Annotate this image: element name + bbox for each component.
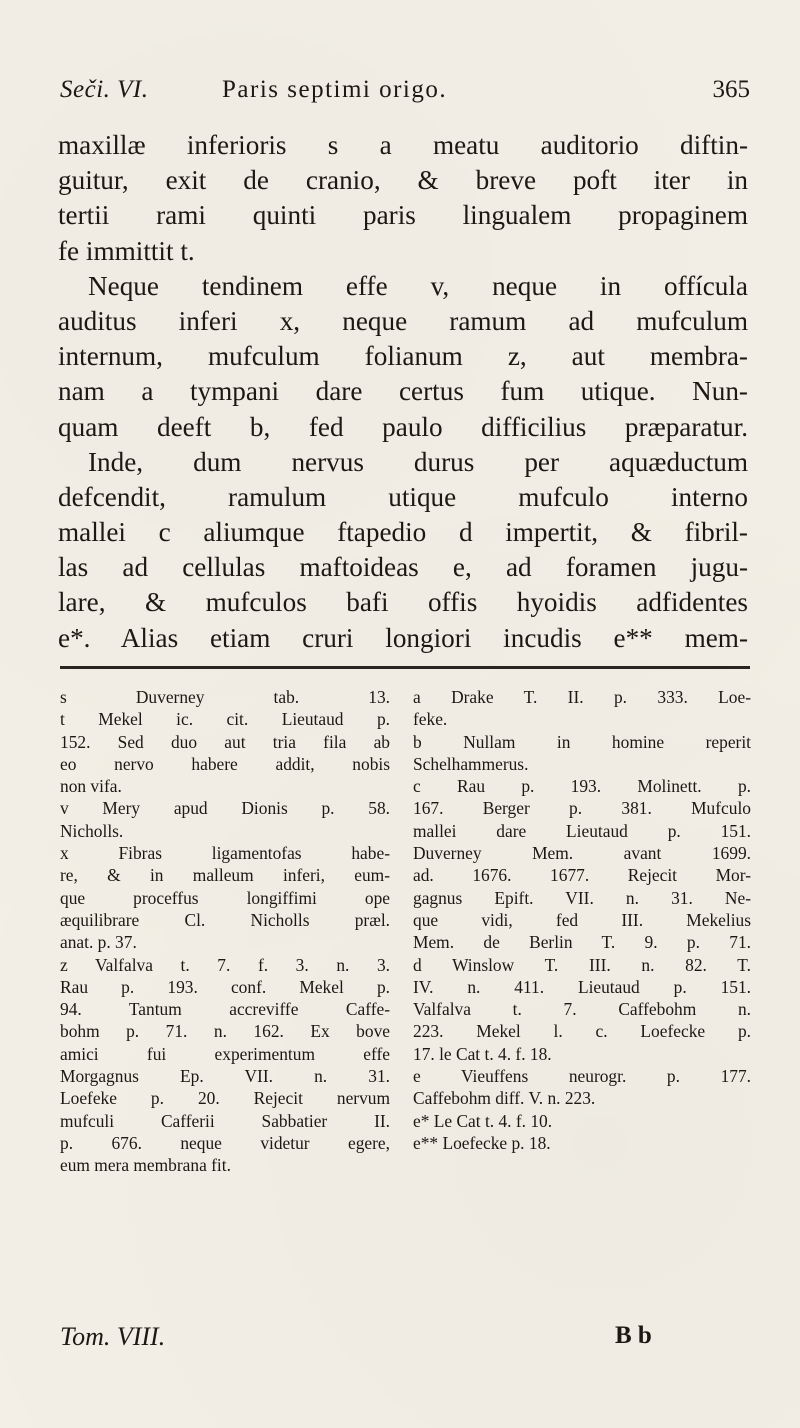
footnote-line: non vifa.: [60, 776, 122, 797]
footnote-line: eum mera membrana fit.: [60, 1155, 231, 1176]
footnote-line: que proceffus longiffimi ope: [60, 887, 390, 908]
footnote-line: feke.: [413, 709, 448, 730]
footnote-line: 167. Berger p. 381. Mufculo: [413, 798, 751, 819]
footnote-line: eo nervo habere addit, nobis: [60, 753, 390, 774]
footnote-divider: [60, 666, 750, 669]
main-text-line: e*. Alias etiam cruri longiori incudis e** mem-: [58, 622, 748, 653]
main-text-line: nam a tympani dare certus fum utique. Nun-: [58, 376, 748, 407]
footnotes-left-column: [60, 686, 390, 1177]
footnote-line: mufculi Cafferii Sabbatier II.: [60, 1110, 390, 1131]
signature-mark: B b: [615, 1322, 652, 1349]
footnote-line: IV. n. 411. Lieutaud p. 151.: [413, 976, 751, 997]
footnote-line: t Mekel ic. cit. Lieutaud p.: [60, 709, 390, 730]
footnote-line: 17. le Cat t. 4. f. 18.: [413, 1043, 552, 1064]
footnote-line: æquilibrare Cl. Nicholls præl.: [60, 909, 390, 930]
main-text-line: Neque tendinem effe v, neque in offícula: [88, 270, 748, 301]
footnote-line: 152. Sed duo aut tria fila ab: [60, 731, 390, 752]
main-text-line: lare, & mufculos bafi offis hyoidis adfidentes: [58, 587, 748, 618]
footnote-line: p. 676. neque videtur egere,: [60, 1132, 390, 1153]
footnote-line: mallei dare Lieutaud p. 151.: [413, 820, 751, 841]
footnote-line: e* Le Cat t. 4. f. 10.: [413, 1110, 553, 1131]
main-text-line: las ad cellulas maftoideas e, ad foramen jugu-: [58, 552, 748, 583]
footnote-line: Caffebohm diff. V. n. 223.: [413, 1088, 596, 1109]
running-header: [60, 76, 750, 112]
footnote-line: Valfalva t. 7. Caffebohm n.: [413, 999, 751, 1020]
footnote-line: Nicholls.: [60, 820, 124, 841]
footnote-line: ad. 1676. 1677. Rejecit Mor-: [413, 865, 751, 886]
main-text-line: tertii rami quinti paris lingualem propaginem: [58, 200, 748, 231]
footnote-line: amici fui experimentum effe: [60, 1043, 390, 1064]
footnote-line: que vidi, fed III. Mekelius: [413, 909, 751, 930]
footnote-line: x Fibras ligamentofas habe-: [60, 843, 390, 864]
footnote-line: Mem. de Berlin T. 9. p. 71.: [413, 932, 751, 953]
footnote-line: bohm p. 71. n. 162. Ex bove: [60, 1021, 390, 1042]
footnote-line: z Valfalva t. 7. f. 3. n. 3.: [60, 954, 390, 975]
footnote-line: anat. p. 37.: [60, 932, 137, 953]
footnote-line: e** Loefecke p. 18.: [413, 1132, 551, 1153]
footnote-line: c Rau p. 193. Molinett. p.: [413, 776, 751, 797]
page-number: 365: [712, 76, 750, 103]
footnote-line: s Duverney tab. 13.: [60, 687, 390, 707]
footnote-line: d Winslow T. III. n. 82. T.: [413, 954, 751, 975]
main-text-line: mallei c aliumque ftapedio d impertit, & fibril-: [58, 517, 748, 548]
footnote-line: re, & in malleum inferi, eum-: [60, 865, 390, 886]
footnote-line: Schelhammerus.: [413, 753, 529, 774]
footnote-line: a Drake T. II. p. 333. Loe-: [413, 687, 751, 707]
footnote-line: v Mery apud Dionis p. 58.: [60, 798, 390, 819]
main-text-line: Inde, dum nervus durus per aquæductum: [88, 446, 748, 477]
main-text-line: fe immittit t.: [58, 235, 195, 266]
footnote-line: Duverney Mem. avant 1699.: [413, 843, 751, 864]
footnote-line: Rau p. 193. conf. Mekel p.: [60, 976, 390, 997]
footnote-line: Loefeke p. 20. Rejecit nervum: [60, 1088, 390, 1109]
footnote-line: 223. Mekel l. c. Loefecke p.: [413, 1021, 751, 1042]
section-label: Seči. VI.: [60, 76, 149, 103]
page-footer: [60, 1322, 750, 1354]
main-text-line: maxillæ inferioris s a meatu auditorio diftin-: [58, 130, 748, 160]
main-text-line: internum, mufculum folianum z, aut membra-: [58, 341, 748, 372]
main-text-line: quam deeft b, fed paulo difficilius præparatur.: [58, 411, 748, 442]
footnote-line: b Nullam in homine reperit: [413, 731, 751, 752]
main-text-line: defcendit, ramulum utique mufculo interno: [58, 481, 748, 512]
footnote-line: Morgagnus Ep. VII. n. 31.: [60, 1066, 390, 1087]
volume-label: Tom. VIII.: [60, 1322, 166, 1351]
footnote-line: e Vieuffens neurogr. p. 177.: [413, 1066, 751, 1087]
footnote-line: 94. Tantum accreviffe Caffe-: [60, 999, 390, 1020]
running-title: Paris septimi origo.: [222, 76, 448, 103]
main-text: [58, 128, 748, 656]
footnotes-right-column: [413, 686, 751, 1154]
main-text-line: guitur, exit de cranio, & breve poft iter in: [58, 165, 748, 196]
main-text-line: auditus inferi x, neque ramum ad mufculum: [58, 305, 748, 336]
footnote-line: gagnus Epift. VII. n. 31. Ne-: [413, 887, 751, 908]
